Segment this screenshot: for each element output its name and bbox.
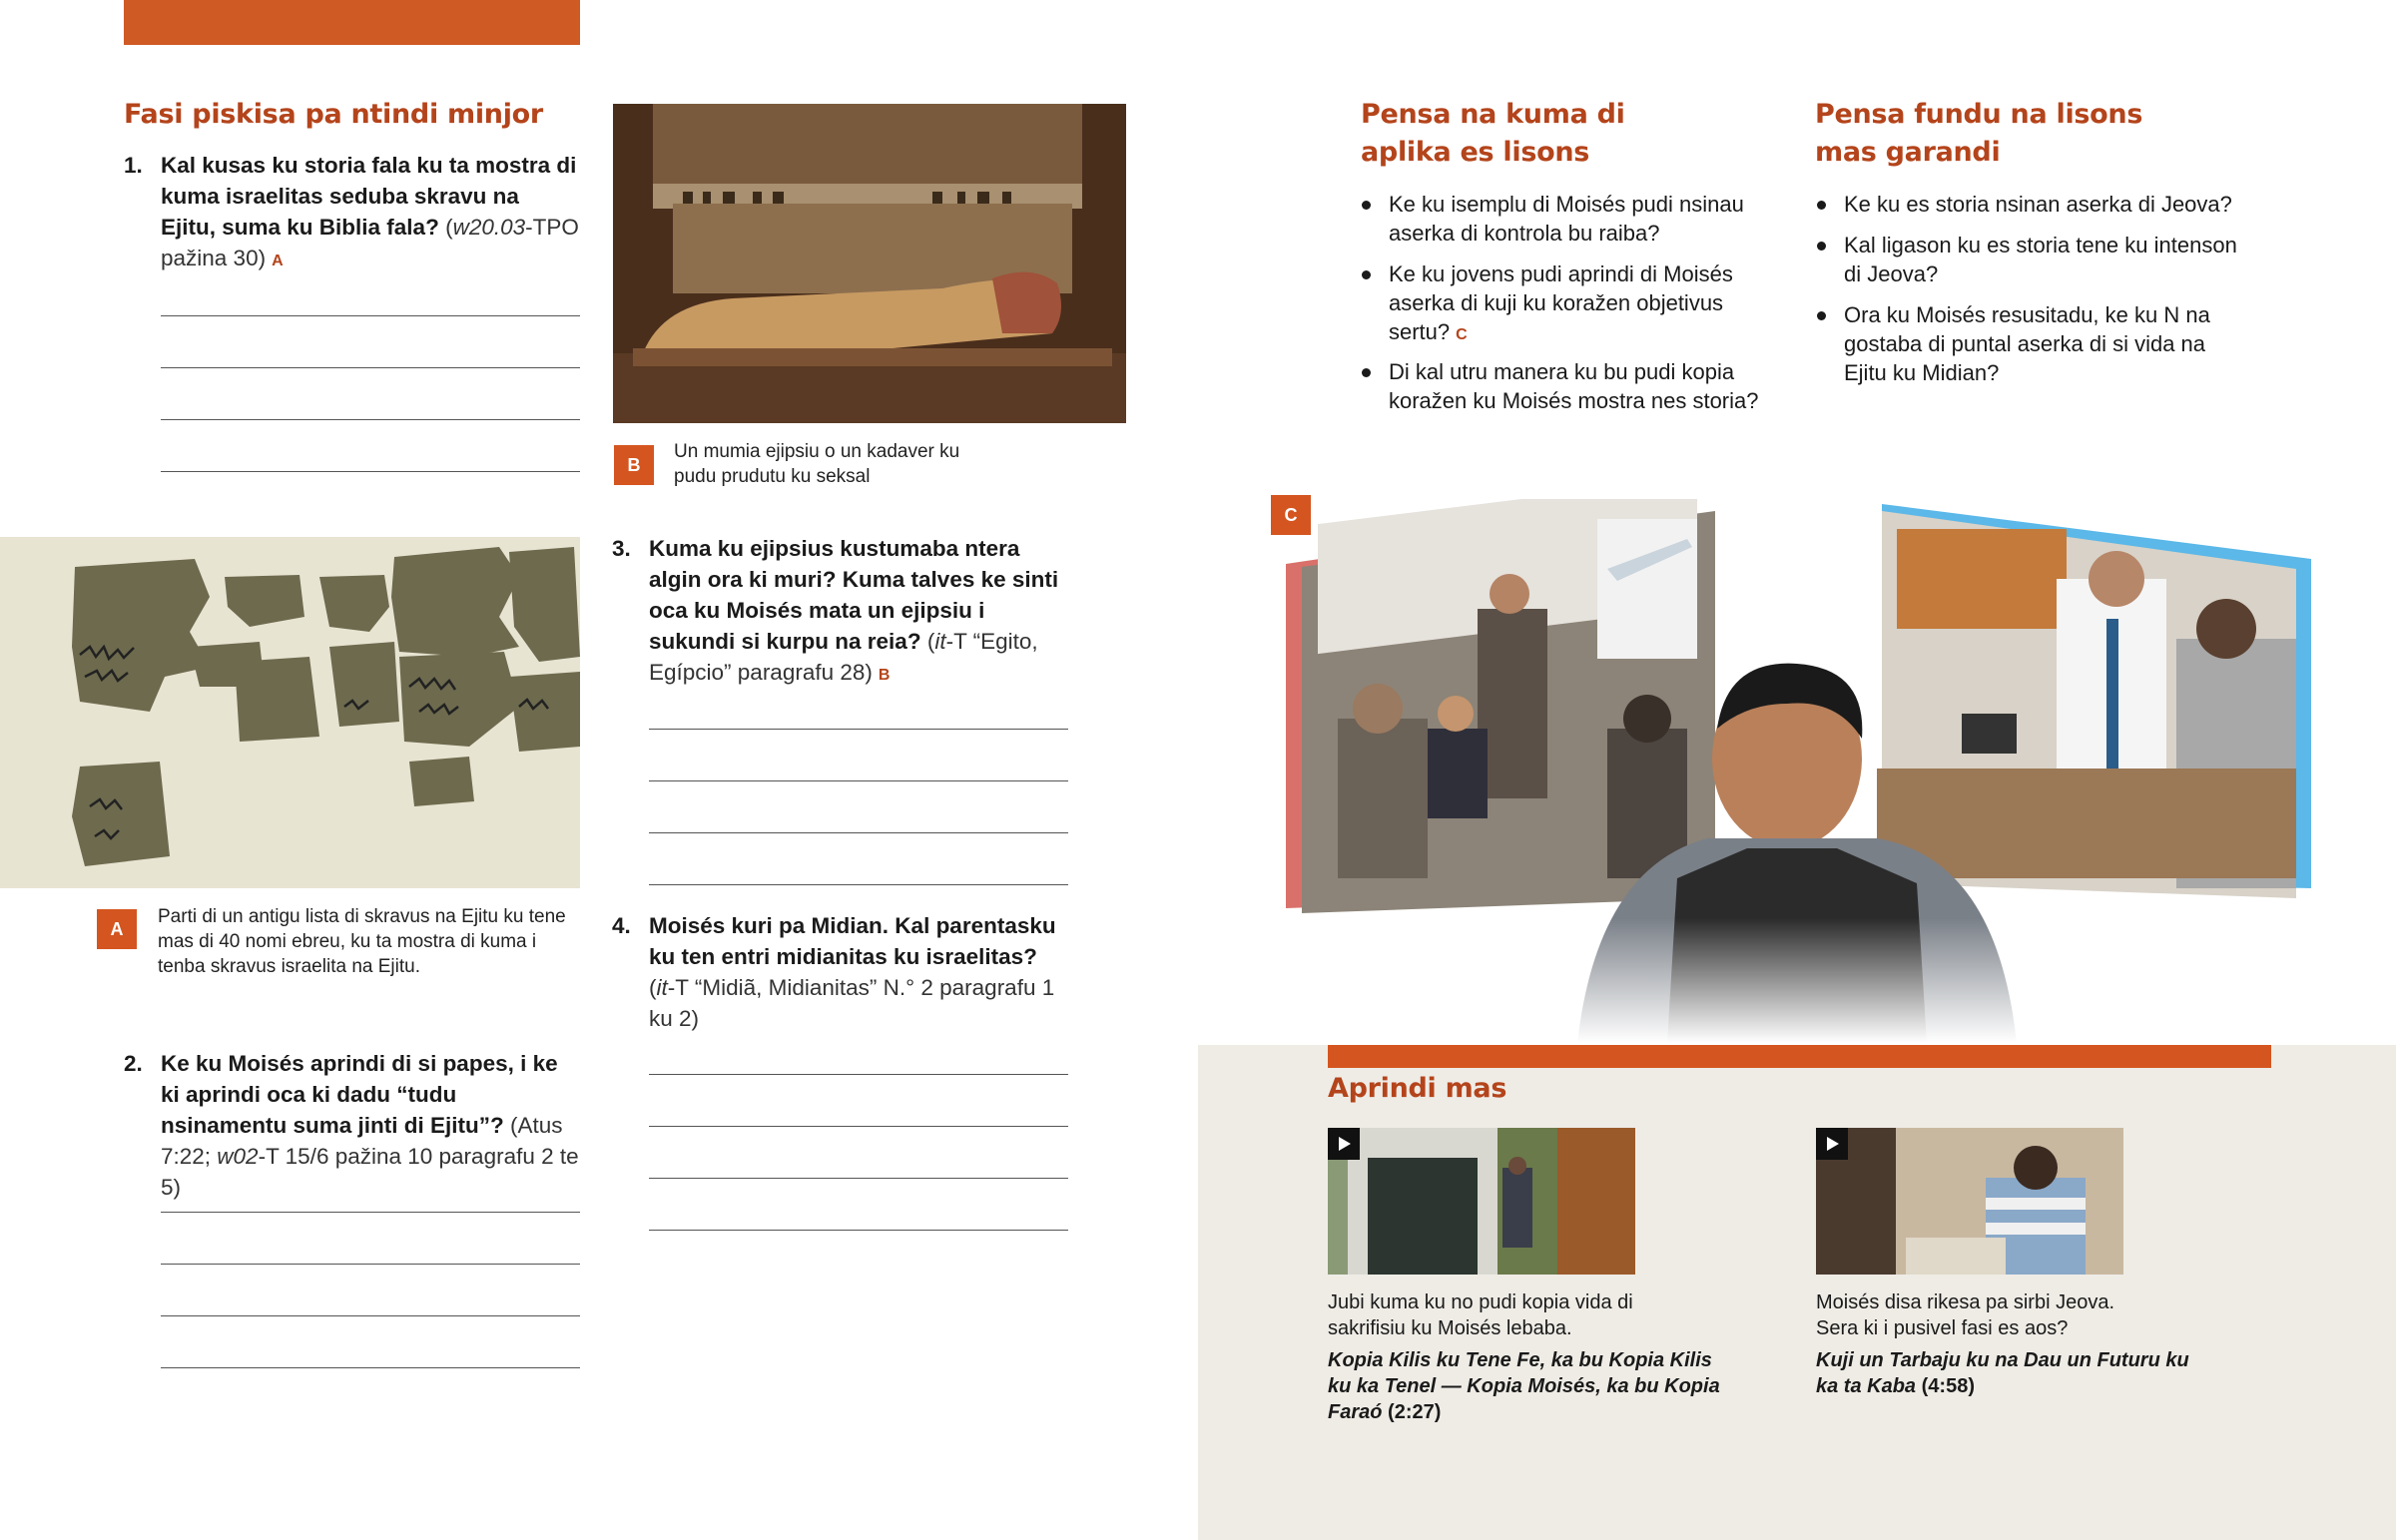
video-2-description: Moisés disa rikesa pa sirbi Jeova. Sera ki i pusivel fasi es aos?: [1816, 1291, 2115, 1339]
answer-line[interactable]: [649, 1178, 1068, 1179]
apply-bullet-1: Ke ku isemplu di Moisés pudi nsinau aserka di kontrola bu raiba?: [1389, 190, 1778, 248]
apply-bullet-2: Ke ku jovens pudi aprindi di Moisés aserka di kuji ku koražen objetivus sertu? C: [1389, 259, 1778, 349]
reflect-bullet-3: Ora ku Moisés resusitadu, ke ku N na gostaba di puntal aserka di si vida na Ejitu ku Midian?: [1844, 300, 2243, 387]
video-1-title[interactable]: Kopia Kilis ku Tene Fe, ka bu Kopia Kilis ku ka Tenel — Kopia Moisés, ka bu Kopia Faraó (2:27): [1328, 1349, 1720, 1423]
papyrus-image: [0, 537, 580, 888]
answer-line[interactable]: [161, 471, 580, 472]
caption-b-label: B: [614, 445, 654, 485]
mummy-image: [613, 104, 1126, 423]
top-orange-bar: [124, 0, 580, 45]
caption-b-text: Un mumia ejipsiu o un kadaver ku pudu prudutu ku seksal: [674, 441, 960, 487]
section-title-apply: Pensa na kuma di aplika es lisons: [1361, 99, 1625, 168]
answer-line[interactable]: [161, 419, 580, 420]
video-thumbnail-1[interactable]: [1328, 1128, 1635, 1275]
illustration-c-label: C: [1271, 495, 1311, 535]
reflect-bullet-2: Kal ligason ku es storia tene ku intenson di Jeova?: [1844, 231, 2243, 288]
video-2-title[interactable]: Kuji un Tarbaju ku na Dau un Futuru ku ka ta Kaba (4:58): [1816, 1349, 2189, 1397]
answer-line[interactable]: [161, 1315, 580, 1316]
question-1-reference: (w20.03-TPO pažina 30): [161, 215, 579, 270]
caption-a-label: A: [97, 909, 137, 949]
answer-line[interactable]: [649, 1230, 1068, 1231]
answer-line[interactable]: [649, 884, 1068, 885]
answer-line[interactable]: [649, 1074, 1068, 1075]
video-1-description: Jubi kuma ku no pudi kopia vida di sakrifisiu ku Moisés lebaba.: [1328, 1291, 1633, 1339]
question-1: 1. Kal kusas ku storia fala ku ta mostra di kuma israelitas seduba skravu na Ejitu, suma ku Biblia fala? (w20.03-TPO pažina 30) A: [124, 153, 579, 270]
apply-bullet-3: Di kal utru manera ku bu pudi kopia koražen ku Moisés mostra nes storia?: [1389, 357, 1778, 415]
question-2-reference: (Atus 7:22; w02-T 15/6 pažina 10 paragrafu 2 te 5): [161, 1113, 579, 1200]
reflect-bullet-1: Ke ku es storia nsinan aserka di Jeova?: [1844, 190, 2263, 219]
answer-line[interactable]: [649, 780, 1068, 781]
play-icon[interactable]: [1328, 1128, 1360, 1160]
learn-more-bar: [1328, 1045, 2271, 1068]
question-2: 2. Ke ku Moisés aprindi di si papes, i ke ki aprindi oca ki dadu “tudu nsinamentu suma jinti di Ejitu”? (Atus 7:22; w02-T 15/6 pažina 10 paragrafu 2 te 5): [124, 1051, 579, 1200]
question-4: 4. Moisés kuri pa Midian. Kal parentasku ku ten entri midianitas ku israelitas? (it-T “Midiã, Midianitas” N.° 2 paragrafu 1 ku 2): [612, 913, 1056, 1031]
question-3-reference: (it-T “Egito, Egípcio” paragrafu 28): [649, 629, 1038, 685]
answer-line[interactable]: [161, 367, 580, 368]
section-title-left: Fasi piskisa pa ntindi minjor: [124, 99, 543, 130]
question-4-reference: (it-T “Midiã, Midianitas” N.° 2 paragrafu 1 ku 2): [649, 975, 1055, 1031]
answer-line[interactable]: [161, 1212, 580, 1213]
answer-line[interactable]: [161, 1264, 580, 1265]
question-3: 3. Kuma ku ejipsius kustumaba ntera algin ora ki muri? Kuma talves ke sinti oca ku Moisés mata un ejipsiu i sukundi si kurpu na reia? (it-T “Egito, Egípcio” paragrafu 28) B: [612, 536, 1059, 685]
answer-line[interactable]: [161, 1367, 580, 1368]
answer-line[interactable]: [649, 832, 1068, 833]
caption-a-text: Parti di un antigu lista di skravus na Ejitu ku tene mas di 40 nomi ebreu, ku ta mostra di kuma i tenba skravus israelita na Ejitu.: [158, 906, 566, 977]
learn-more-title: Aprindi mas: [1328, 1073, 1507, 1104]
answer-line[interactable]: [649, 729, 1068, 730]
play-icon[interactable]: [1816, 1128, 1848, 1160]
answer-line[interactable]: [649, 1126, 1068, 1127]
video-thumbnail-2[interactable]: [1816, 1128, 2123, 1275]
illustration-young-man-choices: [1278, 499, 2316, 1043]
section-title-reflect: Pensa fundu na lisons mas garandi: [1815, 99, 2143, 168]
answer-line[interactable]: [161, 315, 580, 316]
